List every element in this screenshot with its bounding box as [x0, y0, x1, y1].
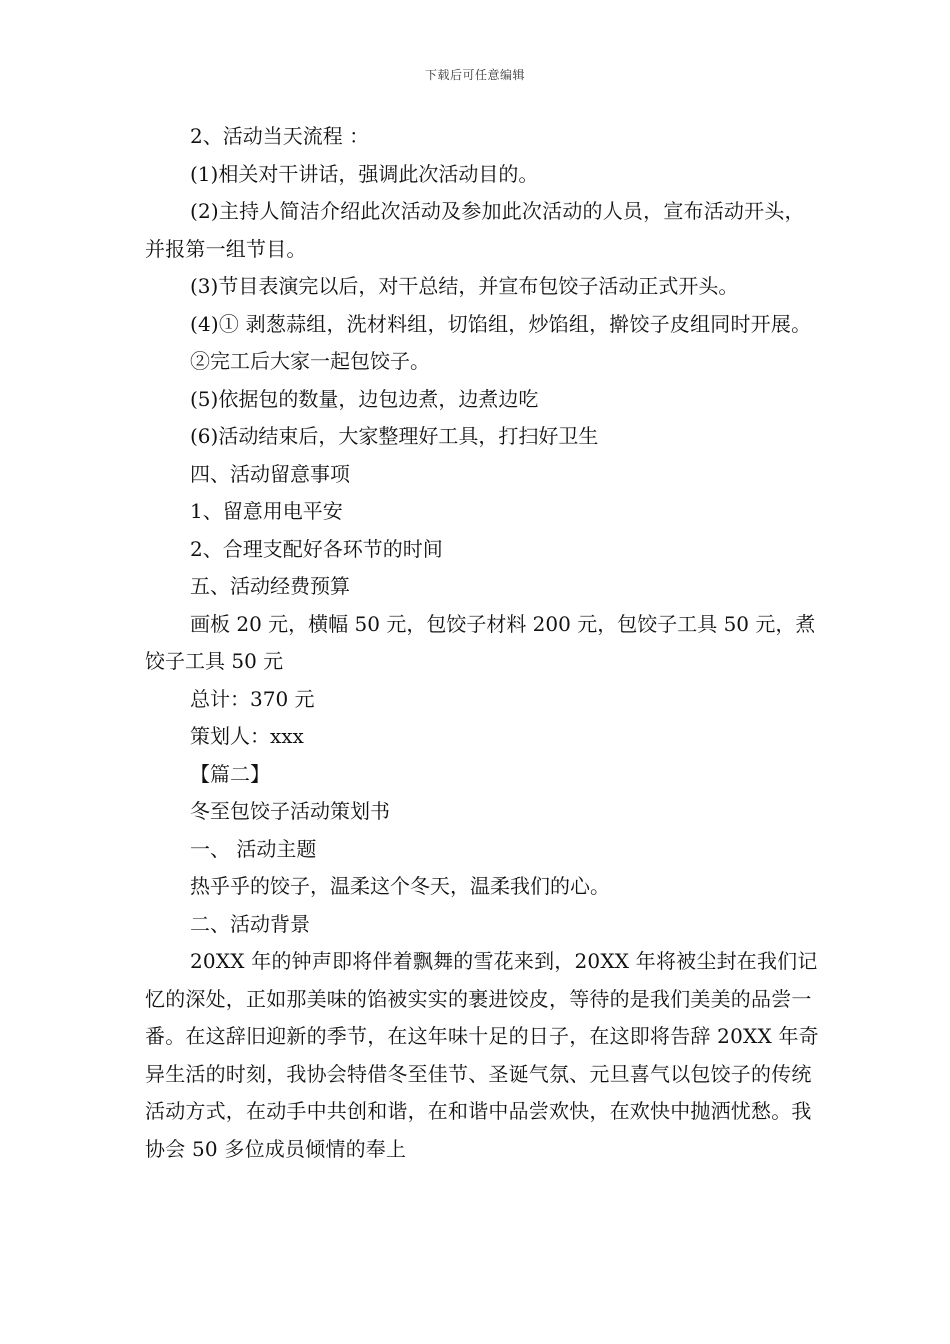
section-heading-budget: 五、活动经费预算 — [190, 574, 350, 598]
section-heading-theme: 一、 活动主题 — [190, 836, 317, 861]
part-two-label: 【篇二】 — [190, 761, 270, 786]
flow-step-1: (1)相关对干讲话，强调此次活动目的。 — [190, 161, 539, 186]
flow-step-4: (4)① 剥葱蒜组，洗材料组，切馅组，炒馅组，擀饺子皮组同时开展。 — [190, 311, 812, 336]
theme-text: 热乎乎的饺子，温柔这个冬天，温柔我们的心。 — [190, 874, 610, 898]
note-item-2: 2、合理支配好各环节的时间 — [190, 536, 443, 561]
budget-total: 总计：370 元 — [190, 686, 315, 711]
flow-heading: 2、活动当天流程 ： — [190, 124, 370, 148]
flow-step-6: (6)活动结束后，大家整理好工具，打扫好卫生 — [190, 424, 599, 448]
note-item-1: 1、留意用电平安 — [190, 499, 343, 523]
section-heading-notes: 四、活动留意事项 — [190, 461, 350, 486]
planner: 策划人：xxx — [190, 724, 304, 748]
page-header: 下载后可任意编辑 — [424, 68, 525, 82]
section-heading-background: 二、活动背景 — [190, 911, 310, 936]
part-two-title: 冬至包饺子活动策划书 — [190, 799, 390, 823]
flow-step-2: (2)主持人简洁介绍此次活动及参加此次活动的人员，宣布活动开头，并报第一组节目。 — [145, 199, 805, 261]
background-text: 20XX 年的钟声即将伴着飘舞的雪花来到，20XX 年将被尘封在我们记忆的深处，正如那美味的馅被实实的裹进饺皮，等待的是我们美美的品尝一番。在这辞旧迎新的季节，在这年味十足的日子，在这即将告辞 20XX 年奇异生活的时刻，我协会特借冬至佳节、圣诞气氛、元旦喜气以包饺子的传统活动方式，在动手中共创和谐，在和谐中品尝欢快，在欢快中抛洒忧愁。我协会 50 多位成员倾情的奉上 — [145, 949, 819, 1161]
document-body — [145, 118, 820, 1168]
flow-step-4b: ②完工后大家一起包饺子。 — [190, 349, 430, 373]
budget-items: 画板 20 元，横幅 50 元，包饺子材料 200 元，包饺子工具 50 元，煮饺子工具 50 元 — [145, 611, 816, 673]
flow-step-3: (3)节目表演完以后，对干总结，并宣布包饺子活动正式开头。 — [190, 274, 739, 298]
flow-step-5: (5)依据包的数量，边包边煮，边煮边吃 — [190, 386, 539, 411]
